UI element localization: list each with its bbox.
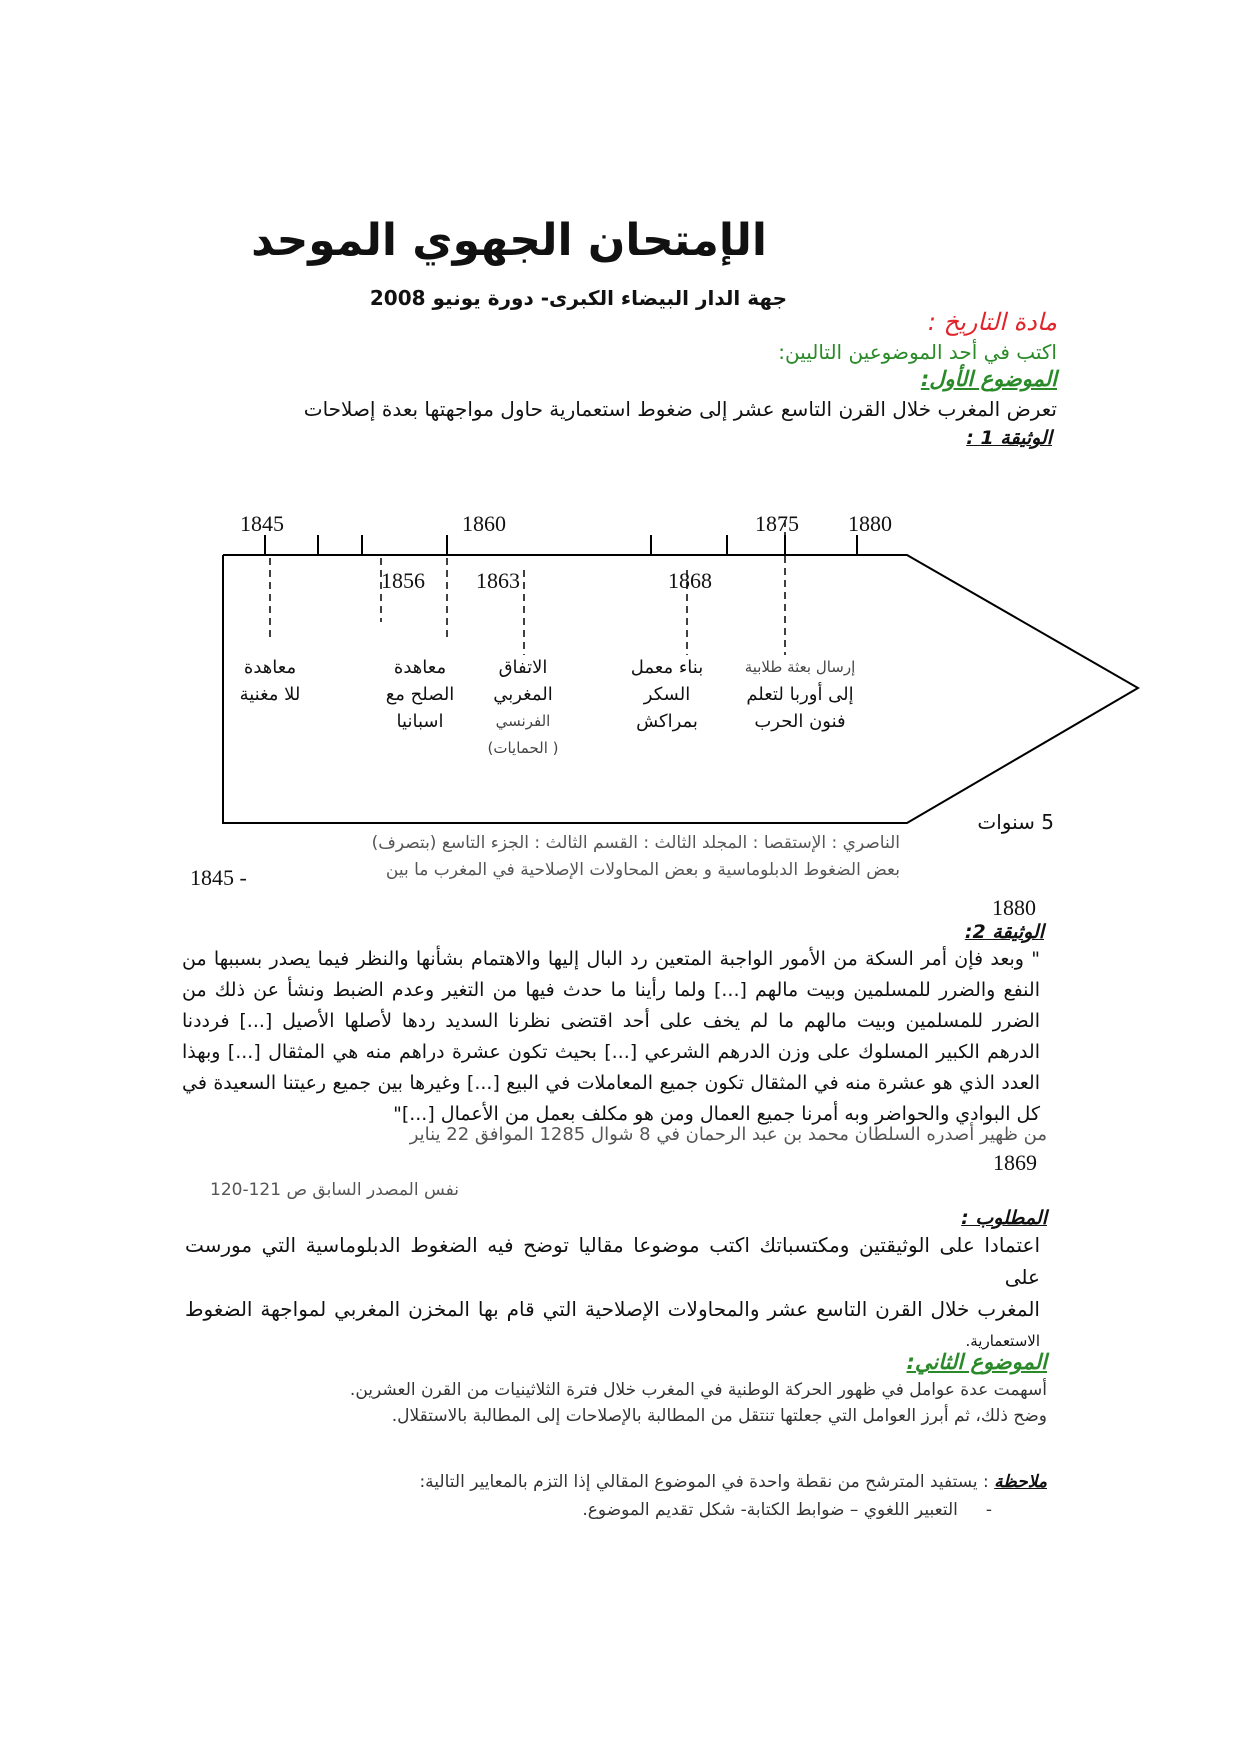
timeline-ticks xyxy=(265,535,857,555)
doc1-source: الناصري : الإستقصا : المجلد الثالث : القسم الثالث : الجزء التاسع (بتصرف) xyxy=(371,833,900,853)
exam-title: الإمتحان الجهوي الموحد xyxy=(251,215,767,266)
required-text xyxy=(185,1229,1040,1357)
doc1-caption-year-start: 1845 - xyxy=(190,865,247,890)
doc2-line: الضرر للمسلمين وبيت مالهم ما لم يخف على أحد اقتضى نظرنا السديد ردها لأصلها الأصيل [...] فرددنا xyxy=(182,1010,1040,1032)
timeline-year-1845: 1845 xyxy=(240,511,284,536)
note-bullet xyxy=(582,1500,992,1520)
doc2-line: النفع والضرر للمسلمين وبيت مالهم [...] ولما رأينا ما حدث فيها من التغير وعدم الضبط ونشأ عن ذلك من xyxy=(182,979,1040,1001)
doc2-reference: نفس المصدر السابق ص 121-120 xyxy=(210,1180,459,1200)
timeline-year-1863: 1863 xyxy=(476,568,520,593)
timeline-year-1880: 1880 xyxy=(848,511,892,536)
timeline-event-student-mission: إرسال بعثة طلابية إلى أوربا لتعلم فنون الحرب xyxy=(744,658,856,732)
timeline-year-1875: 1875 xyxy=(755,511,799,536)
timeline-year-1860: 1860 xyxy=(462,511,506,536)
required-label: المطلوب : xyxy=(961,1207,1047,1229)
doc1-caption-year-end: 1880 xyxy=(992,895,1036,920)
timeline-scale-note: 5 سنوات xyxy=(977,810,1054,834)
doc1-label: الوثيقة 1 : xyxy=(966,427,1052,449)
note-text: : يستفيد المترشح من نقطة واحدة في الموضوع المقالي إذا التزم بالمعايير التالية: xyxy=(419,1472,989,1492)
topic2-heading: الموضوع الثاني: xyxy=(906,1350,1047,1374)
required-line: الاستعمارية. xyxy=(965,1332,1040,1350)
doc2-line: " وبعد فإن أمر السكة من الأمور الواجبة المتعين رد البال إليها والاهتمام بشأنها والنظر فيما يصدر بسببها من xyxy=(182,948,1040,970)
instruction: اكتب في أحد الموضوعين التاليين: xyxy=(778,340,1057,364)
exam-subtitle: جهة الدار البيضاء الكبرى- دورة يونيو 2008 xyxy=(369,286,787,310)
timeline-event-spain-treaty: معاهدة الصلح مع اسبانيا xyxy=(385,657,455,732)
subject-label: مادة التاريخ : xyxy=(927,308,1057,336)
timeline-event-lalla-maghnia: معاهدة للا مغنية xyxy=(239,657,301,705)
doc1-caption: بعض الضغوط الدبلوماسية و بعض المحاولات الإصلاحية في المغرب ما بين xyxy=(385,860,900,880)
required-line: اعتمادا على الوثيقتين ومكتسباتك اكتب موضوعا مقاليا توضح فيه الضغوط الدبلوماسية التي مورست على xyxy=(185,1233,1040,1289)
timeline-event-sugar-factory: بناء معمل السكر بمراكش xyxy=(630,657,704,732)
doc2-line: الدرهم الكبير المسلوك على وزن الدرهم الشرعي [...] بحيث تكون عشرة دراهم منه هي المثقال [...] وبهذا xyxy=(182,1041,1040,1063)
topic1-heading: الموضوع الأول: xyxy=(920,367,1057,391)
note-label: ملاحظة xyxy=(994,1472,1047,1492)
doc2-label: الوثيقة 2: xyxy=(964,921,1044,943)
doc2-source: من ظهير أصدره السلطان محمد بن عبد الرحمان في 8 شوال 1285 الموافق 22 يناير xyxy=(409,1124,1047,1145)
timeline-year-1856: 1856 xyxy=(381,568,425,593)
doc2-line: العدد الذي هو عشرة منه في المثقال تكون جميع المعاملات في البيع [...] وغيرها بين جميع رعيتنا السعيدة في xyxy=(182,1072,1040,1094)
note-bullet-dash: - xyxy=(985,1500,992,1520)
required-line: المغرب خلال القرن التاسع عشر والمحاولات الإصلاحية التي قام بها المخزن المغربي لمواجهة الضغوط xyxy=(185,1297,1040,1321)
doc2-text xyxy=(182,944,1040,1130)
topic2-line2: وضح ذلك، ثم أبرز العوامل التي جعلتها تنتقل من المطالبة بالإصلاحات إلى المطالبة بالاستقلال. xyxy=(391,1406,1047,1426)
timeline-event-franco-moroccan-agreement: الاتفاق المغربي الفرنسي ( الحمايات) xyxy=(487,657,559,757)
note-bullet-text: التعبير اللغوي – ضوابط الكتابة- شكل تقديم الموضوع. xyxy=(582,1500,958,1520)
doc2-source-year: 1869 xyxy=(993,1150,1037,1175)
doc2-line: كل البوادي والحواضر وبه أمرنا جميع العمال ومن هو مكلف بعمل من الأعمال [...]" xyxy=(393,1103,1040,1125)
topic2-line1: أسهمت عدة عوامل في ظهور الحركة الوطنية في المغرب خلال فترة الثلاثينيات من القرن العشرين. xyxy=(349,1380,1047,1400)
timeline-year-1868: 1868 xyxy=(668,568,712,593)
note-line xyxy=(419,1472,1047,1492)
topic1-intro: تعرض المغرب خلال القرن التاسع عشر إلى ضغوط استعمارية حاول مواجهتها بعدة إصلاحات xyxy=(303,397,1057,421)
